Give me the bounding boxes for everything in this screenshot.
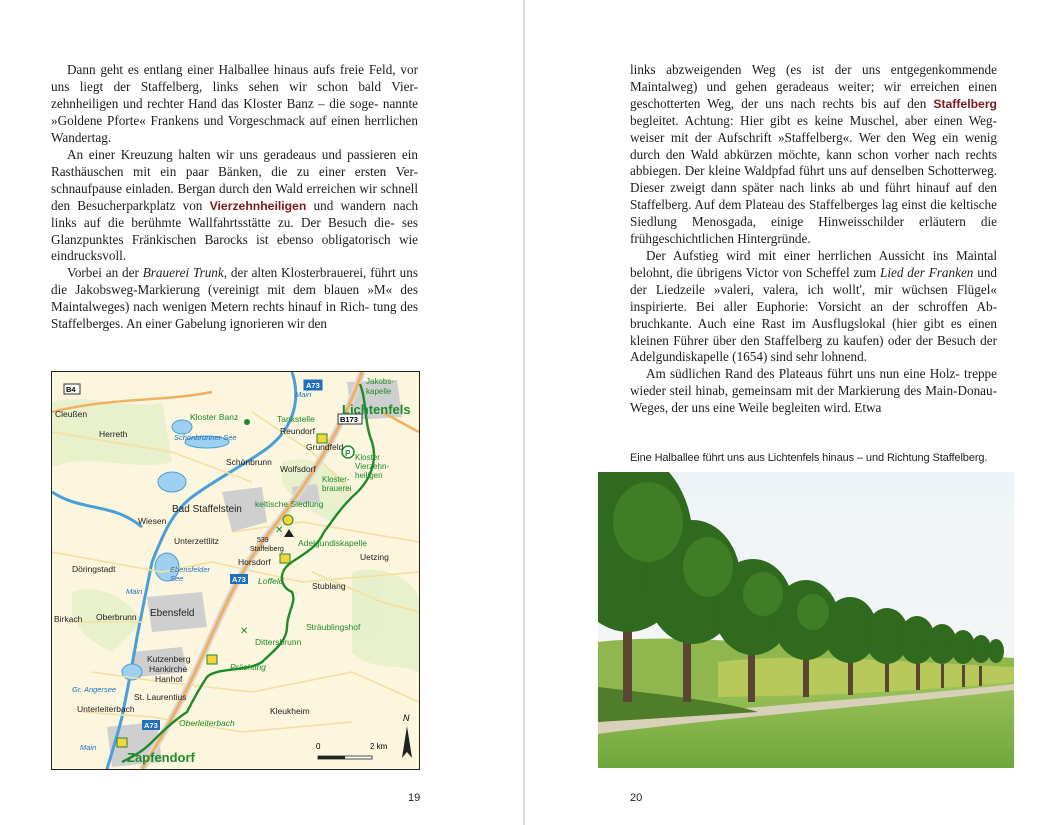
label-elevation: 539 bbox=[257, 537, 269, 544]
sun-viewpoint-icon bbox=[283, 515, 293, 525]
label-klosterbrauerei-1: Kloster- bbox=[322, 475, 350, 484]
label-vierzehnheiligen-1: Kloster bbox=[355, 453, 380, 462]
label-herreth: Herreth bbox=[99, 429, 128, 439]
svg-text:N: N bbox=[403, 713, 410, 723]
tree-alley-photo bbox=[598, 472, 1014, 768]
label-gr-angersee: Gr. Angersee bbox=[72, 685, 117, 694]
road-label-a73-3: A73 bbox=[144, 721, 158, 730]
label-uetzing: Uetzing bbox=[360, 552, 389, 562]
rest-icon-1: ✕ bbox=[275, 525, 284, 536]
label-birkach: Birkach bbox=[54, 614, 83, 624]
label-dittersbrunn: Dittersbrunn bbox=[255, 637, 302, 647]
left-page-number: 19 bbox=[408, 792, 421, 804]
left-paragraph-2: An einer Kreuzung halten wir uns geradeaus und passieren ein Rasthäuschen mit ein paar Bänken, die zu einer ersten Ver- schnaufpause einladen. Bergan durch den Wald erreichen wir schnell den Besucherparkplatz von Vierzehnheiligen und wandern nach links auf die berühmte Wallfahrtsstätte zu. Der Besuch die- ses Glanzpunktes Fränkischen Barocks ist ebenso obligatorisch wie eindrucksvoll. bbox=[51, 147, 419, 264]
label-vierzehnheiligen-2: Vierzehn- bbox=[355, 462, 390, 471]
right-paragraph-2: Der Aufstieg wird mit einer herrlichen Aussicht ins Maintal belohnt, die übrigens Victor von Scheffel zum Lied der Franken und der Liedzeile »valeri, valera, ich wollt', mir wüchsen Flügel« inspirierte. Bei aller Euphorie: Vorsicht an der schroffen Ab- bruchkante. Auch eine Rast im Ausflugslokal (hier gibt es einen kleinen Führer über den Staffelberg zu kaufen) oder der Besuch der Adelgundiskapelle (1654) sind sehr lohnend. bbox=[630, 248, 998, 365]
label-horsdorf: Horsdorf bbox=[238, 557, 271, 567]
label-ebensfelder-see-1: Ebensfelder bbox=[170, 565, 211, 574]
label-ebensfeld: Ebensfeld bbox=[150, 608, 195, 619]
summit-triangle-icon bbox=[284, 529, 294, 537]
road-label-a73-2: A73 bbox=[232, 575, 246, 584]
label-vierzehnheiligen-3: heiligen bbox=[355, 471, 383, 480]
scale-bar bbox=[316, 742, 388, 759]
right-paragraph-1: links abzweigenden Weg (es ist der uns entgegenkommende Maintalweg) und gehen geradeaus weiter; wir erreichen einen geschotterten Weg, der uns nach rechts bis auf den Staffelberg begleitet. Achtung: Hier gibt es keine Muschel, aber einen Weg- weiser mit der Aufschrift »Staffelberg«. Wer den Weg ein wenig durch den Wald abkürzen möchte, kann schon vorher nach rechts abbiegen. Der kleine Waldpfad führt uns auf denselben Schotterweg. Dieser zweigt dann später nach links ab und führt hinauf auf den Staffelberg. Auf dem Plateau des Staffelberges lag einst die keltische Siedlung Menosgada, einige Hinweisschilder erläutern die frühgeschichtlichen Hintergründe. bbox=[630, 62, 998, 247]
label-stublang: Stublang bbox=[312, 581, 346, 591]
label-ebensfelder-see-2: See bbox=[170, 574, 184, 583]
label-cleussen: Cleußen bbox=[55, 409, 88, 419]
label-unterleiterbach: Unterleiterbach bbox=[77, 704, 135, 714]
label-hankirche: Hankirche bbox=[149, 664, 188, 674]
right-paragraph-3: Am südlichen Rand des Plateaus führt uns nun eine Holz- treppe wieder steil hinab, gemeinsam mit der Markierung des Main-Donau-Weges, der uns eine Weile begleiten wird. Etwa bbox=[630, 366, 997, 415]
left-paragraph-3: Vorbei an der Brauerei Trunk, der alten Klosterbrauerei, führt uns die Jakobsweg-Markierung (vereinigt mit dem blauen »M« des Maintalweges) nach wenigen Metern rechts hinauf in Rich- tung des Staffelberges. An einer Gabelung ignorieren wir den bbox=[51, 265, 419, 331]
label-oberleiterbach: Oberleiterbach bbox=[179, 718, 235, 728]
place-vierzehnheiligen: Vierzehnheiligen bbox=[209, 198, 307, 213]
label-grundfeld: Grundfeld bbox=[306, 442, 344, 452]
label-doeringstadt: Döringstadt bbox=[72, 564, 116, 574]
label-oberbrunn: Oberbrunn bbox=[96, 612, 137, 622]
label-jakobskapelle-2: kapelle bbox=[366, 387, 392, 396]
scale-start-label: 0 bbox=[316, 742, 321, 751]
label-jakobskapelle-1: Jakobs- bbox=[366, 377, 395, 386]
label-lichtenfels: Lichtenfels bbox=[342, 402, 411, 417]
church-icon bbox=[244, 419, 250, 425]
scale-end-label: 2 km bbox=[370, 742, 388, 751]
label-bad-staffelstein: Bad Staffelstein bbox=[172, 504, 242, 515]
label-main-top: Main bbox=[295, 390, 312, 399]
label-st-laurentius: St. Laurentius bbox=[134, 692, 187, 702]
rest-icon-2: ✕ bbox=[240, 626, 249, 637]
road-label-a73-1: A73 bbox=[306, 381, 320, 390]
label-wiesen: Wiesen bbox=[138, 516, 167, 526]
label-kloster-banz: Kloster Banz bbox=[190, 412, 239, 422]
place-staffelberg: Staffelberg bbox=[933, 96, 998, 111]
route-map bbox=[51, 371, 420, 770]
label-schoenbrunn: Schönbrunn bbox=[226, 457, 272, 467]
label-praechting: Prächting bbox=[230, 662, 266, 672]
label-adelgundiskapelle: Adelgundiskapelle bbox=[298, 538, 367, 548]
label-loffeld: Loffeld bbox=[258, 576, 284, 586]
label-kutzenberg: Kutzenberg bbox=[147, 654, 191, 664]
label-tankstelle: Tankstelle bbox=[277, 414, 315, 424]
right-page-number: 20 bbox=[630, 792, 643, 804]
label-main-mid: Main bbox=[126, 587, 143, 596]
north-arrow-icon bbox=[402, 713, 412, 758]
label-zapfendorf: Zapfendorf bbox=[127, 750, 195, 765]
svg-text:P: P bbox=[345, 449, 351, 458]
page-gutter bbox=[523, 0, 525, 825]
road-label-b173: B173 bbox=[340, 415, 358, 424]
label-unterzettlitz: Unterzettlitz bbox=[174, 536, 219, 546]
road-label-b4: B4 bbox=[66, 385, 76, 394]
label-kleukheim: Kleukheim bbox=[270, 706, 310, 716]
label-main-bottom: Main bbox=[80, 743, 97, 752]
label-wolfsdorf: Wolfsdorf bbox=[280, 464, 316, 474]
label-klosterbrauerei-2: brauerei bbox=[322, 484, 352, 493]
label-straeublingshof: Sträublingshof bbox=[306, 622, 361, 632]
label-reundorf: Reundorf bbox=[280, 426, 315, 436]
label-schoenbrunner-see: Schönbrunner See bbox=[174, 433, 237, 442]
left-paragraph-1: Dann geht es entlang einer Halballee hinaus aufs freie Feld, vor uns liegt der Staffelberg, links sehen wir schon bald Vier- zehnheiligen und rechter Hand das Kloster Banz – die soge- nannte »Goldene Pforte« Frankens und Vorgeschmack auf einen herrlichen Wandertag. bbox=[51, 62, 419, 145]
label-keltische-siedlung: keltische Siedlung bbox=[255, 499, 324, 509]
label-staffelberg: Staffelberg bbox=[250, 546, 284, 553]
label-hanhof: Hanhof bbox=[155, 674, 183, 684]
photo-caption: Eine Halballee führt uns aus Lichtenfels hinaus – und Richtung Staffelberg. bbox=[630, 452, 988, 464]
